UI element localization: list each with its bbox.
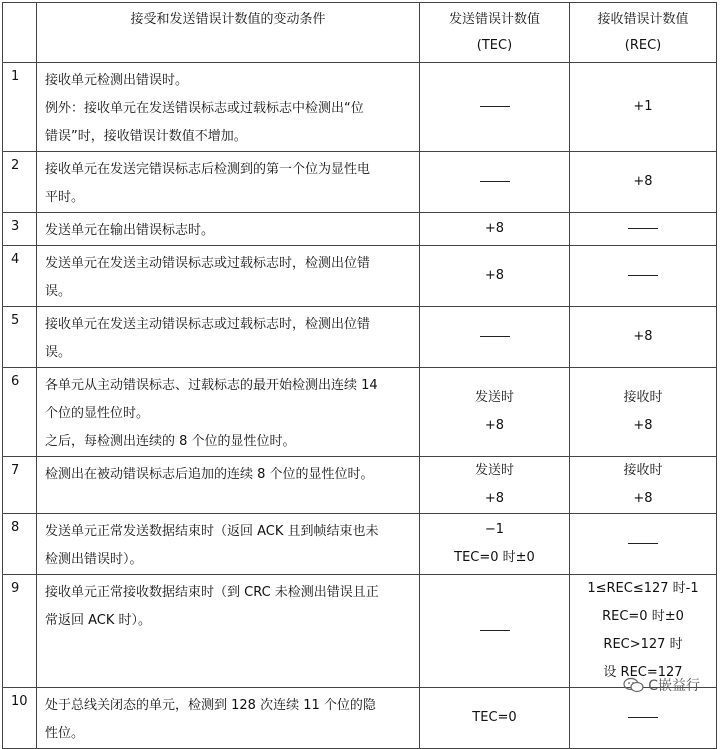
row-condition bbox=[37, 514, 420, 575]
table-row bbox=[3, 152, 717, 213]
rec-value: +8 bbox=[633, 418, 653, 433]
condition-line: 之后，每检测出连续的 8 个位的显性位时。 bbox=[45, 434, 296, 449]
header-num bbox=[3, 3, 37, 63]
condition-line: 接收单元在发送主动错误标志或过载标志时，检测出位错 bbox=[45, 317, 371, 332]
row-rec bbox=[570, 246, 717, 307]
tec-value: TEC=0 bbox=[472, 710, 517, 725]
table-row bbox=[3, 457, 717, 514]
row-tec bbox=[420, 152, 570, 213]
rec-value: 接收时 bbox=[623, 463, 663, 478]
rec-value: +8 bbox=[633, 174, 653, 189]
row-tec bbox=[420, 246, 570, 307]
rec-value: +8 bbox=[633, 491, 653, 506]
condition-line: 接收单元正常接收数据结束时（到 CRC 未检测出错误且正 bbox=[45, 585, 379, 600]
watermark bbox=[623, 675, 700, 695]
condition-line: 发送单元正常发送数据结束时（返回 ACK 且到帧结束也未 bbox=[45, 524, 379, 539]
dash-mark bbox=[480, 106, 510, 107]
wechat-icon bbox=[623, 677, 645, 693]
row-tec bbox=[420, 514, 570, 575]
condition-line: 检测出错误时）。 bbox=[45, 552, 143, 567]
table-row bbox=[3, 688, 717, 749]
condition-line: 常返回 ACK 时）。 bbox=[45, 613, 152, 628]
condition-line: 平时。 bbox=[45, 190, 85, 205]
tec-value: 发送时 bbox=[474, 390, 514, 405]
tec-value: +8 bbox=[484, 268, 505, 283]
rec-value: 接收时 bbox=[623, 390, 663, 405]
row-number: 9 bbox=[3, 575, 37, 688]
row-tec bbox=[420, 368, 570, 457]
condition-line: 各单元从主动错误标志、过载标志的最开始检测出连续 14 bbox=[45, 378, 378, 393]
header-tec: 发送错误计数值 (TEC) bbox=[420, 3, 570, 63]
row-tec bbox=[420, 457, 570, 514]
dash-mark bbox=[628, 275, 658, 276]
row-number: 5 bbox=[3, 307, 37, 368]
tec-value: 发送时 bbox=[474, 463, 514, 478]
header-condition: 接受和发送错误计数值的变动条件 bbox=[37, 3, 420, 63]
row-rec bbox=[570, 307, 717, 368]
table-row bbox=[3, 514, 717, 575]
dash-mark bbox=[628, 717, 658, 718]
row-number: 2 bbox=[3, 152, 37, 213]
row-tec bbox=[420, 307, 570, 368]
condition-line: 接收单元在发送完错误标志后检测到的第一个位为显性电 bbox=[45, 162, 371, 177]
condition-line: 误。 bbox=[45, 345, 72, 360]
dash-mark bbox=[628, 543, 658, 544]
dash-mark bbox=[480, 336, 510, 337]
row-number: 1 bbox=[3, 63, 37, 152]
condition-line: 发送单元在发送主动错误标志或过载标志时，检测出位错 bbox=[45, 256, 371, 271]
rec-value: +1 bbox=[633, 99, 653, 114]
dash-mark bbox=[480, 181, 510, 182]
row-condition bbox=[37, 368, 420, 457]
row-rec bbox=[570, 152, 717, 213]
row-rec bbox=[570, 514, 717, 575]
row-condition bbox=[37, 457, 420, 514]
row-tec bbox=[420, 688, 570, 749]
watermark-text: C嵌益行 bbox=[648, 678, 700, 694]
condition-line: 误。 bbox=[45, 284, 72, 299]
row-condition bbox=[37, 575, 420, 688]
table-row bbox=[3, 63, 717, 152]
tec-value: +8 bbox=[484, 491, 505, 506]
condition-line: 接收单元检测出错误时。 bbox=[45, 73, 189, 88]
rec-value: REC=0 时±0 bbox=[602, 609, 684, 624]
table-row bbox=[3, 368, 717, 457]
row-number: 10 bbox=[3, 688, 37, 749]
rec-value: 1≤REC≤127 时-1 bbox=[587, 581, 699, 596]
row-condition bbox=[37, 63, 420, 152]
error-counter-table bbox=[2, 2, 717, 749]
row-rec bbox=[570, 688, 717, 749]
row-rec bbox=[570, 368, 717, 457]
condition-line: 发送单元在输出错误标志时。 bbox=[45, 223, 215, 238]
condition-line: 个位的显性位时。 bbox=[45, 406, 150, 421]
row-number: 8 bbox=[3, 514, 37, 575]
header-row bbox=[3, 3, 717, 63]
dash-mark bbox=[480, 630, 510, 631]
condition-line: 检测出在被动错误标志后追加的连续 8 个位的显性位时。 bbox=[45, 467, 374, 482]
header-rec: 接收错误计数值 (REC) bbox=[570, 3, 717, 63]
table-row bbox=[3, 307, 717, 368]
row-condition bbox=[37, 688, 420, 749]
row-condition bbox=[37, 246, 420, 307]
dash-mark bbox=[628, 228, 658, 229]
tec-value: +8 bbox=[484, 221, 505, 236]
row-rec bbox=[570, 575, 717, 688]
row-rec bbox=[570, 213, 717, 246]
row-condition bbox=[37, 307, 420, 368]
row-number: 6 bbox=[3, 368, 37, 457]
row-rec bbox=[570, 457, 717, 514]
table-row bbox=[3, 575, 717, 688]
rec-value: REC>127 时 bbox=[603, 637, 683, 652]
rec-value: +8 bbox=[633, 329, 653, 344]
row-number: 7 bbox=[3, 457, 37, 514]
row-tec bbox=[420, 575, 570, 688]
row-tec bbox=[420, 213, 570, 246]
condition-line: 性位。 bbox=[45, 726, 85, 741]
row-number: 3 bbox=[3, 213, 37, 246]
tec-value: −1 bbox=[484, 522, 505, 537]
row-rec bbox=[570, 63, 717, 152]
tec-value: TEC=0 时±0 bbox=[454, 550, 535, 565]
row-condition bbox=[37, 213, 420, 246]
condition-line: 错误”时，接收错误计数值不增加。 bbox=[45, 129, 247, 144]
row-condition bbox=[37, 152, 420, 213]
table-row bbox=[3, 213, 717, 246]
tec-value: +8 bbox=[484, 418, 505, 433]
table-row bbox=[3, 246, 717, 307]
condition-line: 例外：接收单元在发送错误标志或过载标志中检测出“位 bbox=[45, 101, 364, 116]
row-tec bbox=[420, 63, 570, 152]
rec-value: 设 REC=127 bbox=[603, 665, 683, 680]
condition-line: 处于总线关闭态的单元，检测到 128 次连续 11 个位的隐 bbox=[45, 698, 376, 713]
row-number: 4 bbox=[3, 246, 37, 307]
